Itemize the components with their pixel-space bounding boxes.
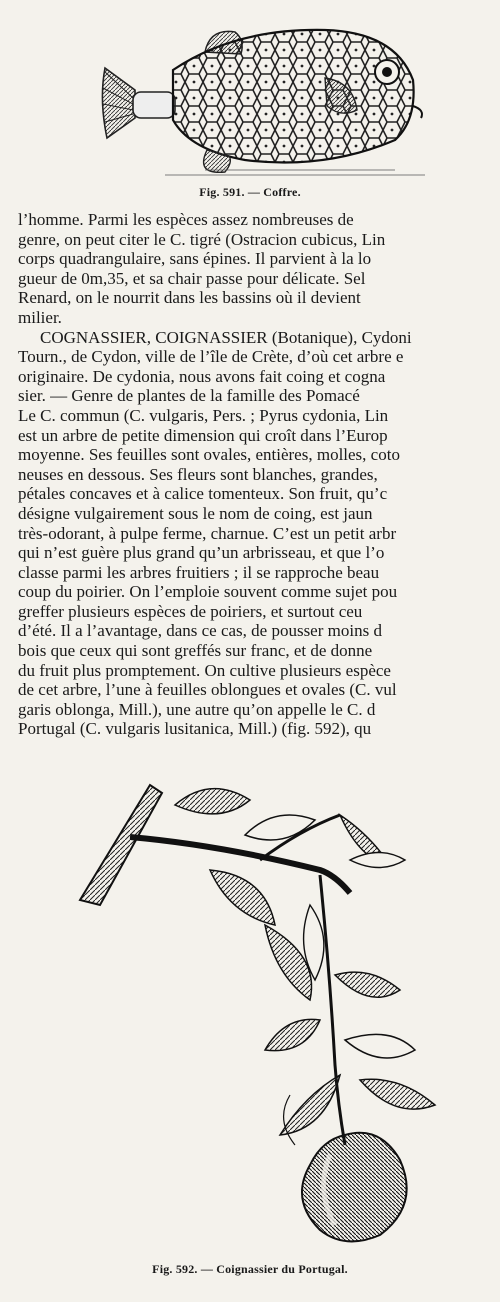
body-line: pétales concaves et à calice tomenteux. Son fruit, qu’c bbox=[18, 484, 388, 504]
body-line: désigne vulgairement sous le nom de coing, est jaun bbox=[18, 503, 373, 523]
body-line: classe parmi les arbres fruitiers ; il se rapproche beau bbox=[18, 562, 380, 582]
body-line: l’homme. Parmi les espèces assez nombreuses de bbox=[18, 210, 354, 229]
body-line: garis oblonga, Mill.), une autre qu’on appelle le C. d bbox=[18, 699, 376, 719]
body-line: moyenne. Ses feuilles sont ovales, entières, molles, coto bbox=[18, 445, 400, 465]
quince-branch-illustration bbox=[60, 775, 480, 1250]
body-line: originaire. De cydonia, nous avons fait coing et cogna bbox=[18, 366, 386, 386]
figure-591-caption: Fig. 591. — Coffre. bbox=[199, 185, 301, 199]
body-line: Portugal (C. vulgaris lusitanica, Mill.) (fig. 592), qu bbox=[18, 719, 372, 739]
body-line: très-odorant, à pulpe ferme, charnue. C’est un petit arbr bbox=[18, 523, 397, 543]
boxfish-illustration bbox=[95, 10, 435, 180]
body-line: sier. — Genre de plantes de la famille des Pomacé bbox=[18, 386, 360, 406]
body-line: est un arbre de petite dimension qui croît dans l’Europ bbox=[18, 425, 388, 445]
body-line: de cet arbre, l’une à feuilles oblongues et ovales (C. vul bbox=[18, 680, 397, 700]
article-body bbox=[18, 210, 500, 739]
body-line: du fruit plus promptement. On cultive plusieurs espèce bbox=[18, 660, 391, 680]
body-line: gueur de 0m,35, et sa chair passe pour délicate. Sel bbox=[18, 268, 366, 288]
body-line: coup du poirier. On l’emploie souvent comme sujet pou bbox=[18, 582, 398, 602]
body-line: d’été. Il a l’avantage, dans ce cas, de pousser moins d bbox=[18, 621, 382, 641]
body-line: bois que ceux qui sont greffés sur franc, et de donne bbox=[18, 641, 373, 661]
body-line: qui n’est guère plus grand qu’un arbrisseau, et que l’o bbox=[18, 543, 385, 563]
entry-heading-line: COGNASSIER, COIGNASSIER (Botanique), Cydoni bbox=[40, 327, 412, 347]
body-line: genre, on peut citer le C. tigré (Ostracion cubicus, Lin bbox=[18, 229, 386, 249]
body-line: Tourn., de Cydon, ville de l’île de Crète, d’où cet arbre e bbox=[18, 347, 404, 367]
figure-592-caption: Fig. 592. — Coignassier du Portugal. bbox=[152, 1262, 348, 1276]
body-line: Renard, on le nourrit dans les bassins où il devient bbox=[18, 288, 361, 308]
body-line: milier. bbox=[18, 307, 62, 327]
body-line: neuses en dessous. Ses fleurs sont blanches, grandes, bbox=[18, 464, 378, 484]
body-line: Le C. commun (C. vulgaris, Pers. ; Pyrus cydonia, Lin bbox=[18, 405, 389, 425]
body-line: greffer plusieurs espèces de poiriers, et surtout ceu bbox=[18, 601, 363, 621]
body-line: corps quadrangulaire, sans épines. Il parvient à la lo bbox=[18, 249, 372, 269]
